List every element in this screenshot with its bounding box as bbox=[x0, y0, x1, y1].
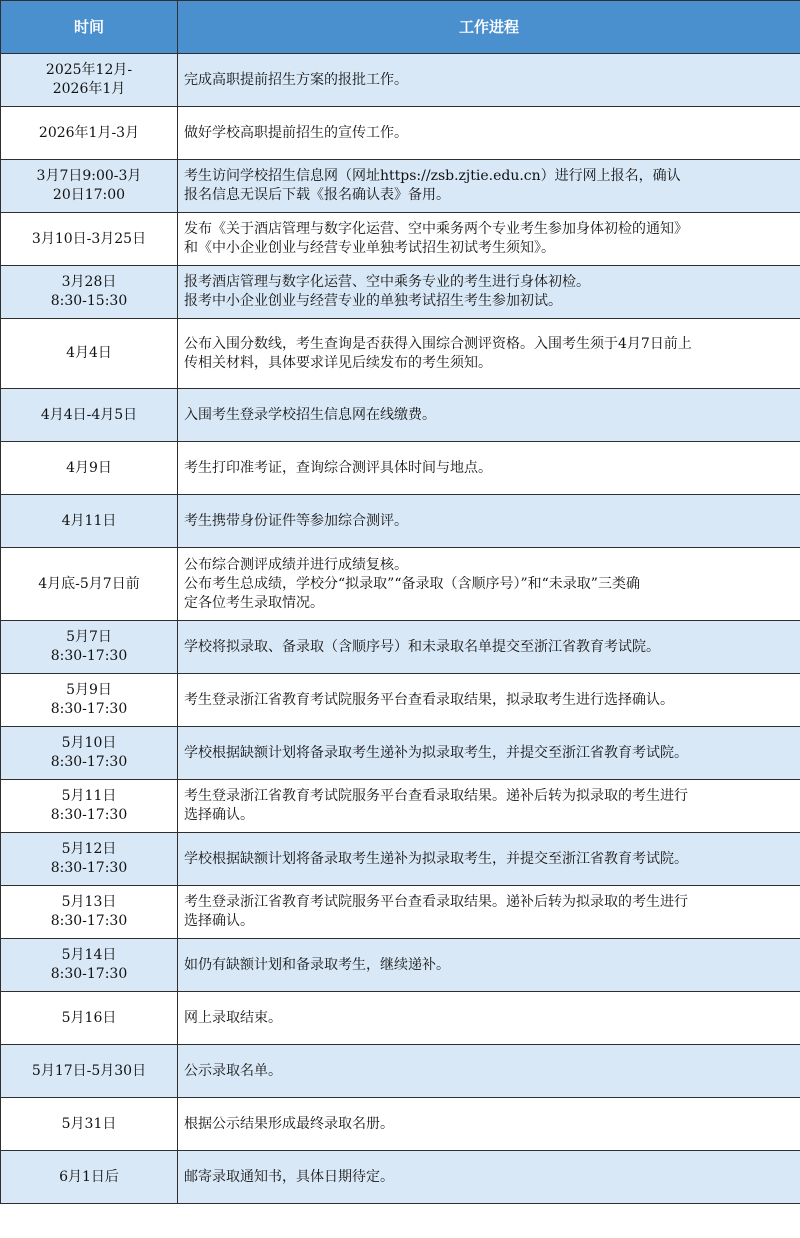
table-row bbox=[1, 833, 800, 886]
time-cell: 4月底-5月7日前 bbox=[1, 548, 178, 621]
task-cell: 做好学校高职提前招生的宣传工作。 bbox=[178, 107, 800, 160]
time-cell: 2025年12月- 2026年1月 bbox=[1, 54, 178, 107]
task-cell: 公示录取名单。 bbox=[178, 1045, 800, 1098]
task-cell: 考生打印准考证，查询综合测评具体时间与地点。 bbox=[178, 442, 800, 495]
time-column-header: 时间 bbox=[1, 1, 178, 54]
table-row bbox=[1, 727, 800, 780]
time-cell: 5月9日 8:30-17:30 bbox=[1, 674, 178, 727]
time-cell: 5月10日 8:30-17:30 bbox=[1, 727, 178, 780]
time-cell: 5月31日 bbox=[1, 1098, 178, 1151]
table-row bbox=[1, 548, 800, 621]
time-cell: 5月7日 8:30-17:30 bbox=[1, 621, 178, 674]
time-cell: 2026年1月-3月 bbox=[1, 107, 178, 160]
table-row bbox=[1, 1045, 800, 1098]
time-cell: 3月7日9:00-3月 20日17:00 bbox=[1, 160, 178, 213]
task-cell: 学校根据缺额计划将备录取考生递补为拟录取考生，并提交至浙江省教育考试院。 bbox=[178, 833, 800, 886]
schedule-body bbox=[1, 54, 800, 1204]
table-row bbox=[1, 266, 800, 319]
time-cell: 5月17日-5月30日 bbox=[1, 1045, 178, 1098]
table-row bbox=[1, 107, 800, 160]
time-cell: 5月14日 8:30-17:30 bbox=[1, 939, 178, 992]
table-row bbox=[1, 160, 800, 213]
task-cell: 发布《关于酒店管理与数字化运营、空中乘务两个专业考生参加身体初检的通知》 和《中小企业创业与经营专业单独考试招生初试考生须知》。 bbox=[178, 213, 800, 266]
time-cell: 4月11日 bbox=[1, 495, 178, 548]
time-cell: 6月1日后 bbox=[1, 1151, 178, 1204]
task-cell: 考生登录浙江省教育考试院服务平台查看录取结果，拟录取考生进行选择确认。 bbox=[178, 674, 800, 727]
task-cell: 入围考生登录学校招生信息网在线缴费。 bbox=[178, 389, 800, 442]
table-row bbox=[1, 1151, 800, 1204]
time-cell: 5月12日 8:30-17:30 bbox=[1, 833, 178, 886]
task-cell: 公布综合测评成绩并进行成绩复核。 公布考生总成绩，学校分“拟录取”“备录取（含顺序号）”和“未录取”三类确 定各位考生录取情况。 bbox=[178, 548, 800, 621]
task-cell: 学校将拟录取、备录取（含顺序号）和未录取名单提交至浙江省教育考试院。 bbox=[178, 621, 800, 674]
table-row bbox=[1, 621, 800, 674]
table-row bbox=[1, 54, 800, 107]
task-cell: 报考酒店管理与数字化运营、空中乘务专业的考生进行身体初检。 报考中小企业创业与经营专业的单独考试招生考生参加初试。 bbox=[178, 266, 800, 319]
table-row bbox=[1, 1098, 800, 1151]
table-row bbox=[1, 495, 800, 548]
task-cell: 邮寄录取通知书，具体日期待定。 bbox=[178, 1151, 800, 1204]
task-cell: 考生登录浙江省教育考试院服务平台查看录取结果。递补后转为拟录取的考生进行 选择确认。 bbox=[178, 886, 800, 939]
task-cell: 根据公示结果形成最终录取名册。 bbox=[178, 1098, 800, 1151]
task-cell: 如仍有缺额计划和备录取考生，继续递补。 bbox=[178, 939, 800, 992]
task-cell: 考生访问学校招生信息网（网址https://zsb.zjtie.edu.cn）进行网上报名，确认 报名信息无误后下载《报名确认表》备用。 bbox=[178, 160, 800, 213]
time-cell: 4月9日 bbox=[1, 442, 178, 495]
task-cell: 网上录取结束。 bbox=[178, 992, 800, 1045]
table-row bbox=[1, 442, 800, 495]
time-cell: 5月11日 8:30-17:30 bbox=[1, 780, 178, 833]
table-row bbox=[1, 992, 800, 1045]
task-cell: 考生登录浙江省教育考试院服务平台查看录取结果。递补后转为拟录取的考生进行 选择确认。 bbox=[178, 780, 800, 833]
time-cell: 5月13日 8:30-17:30 bbox=[1, 886, 178, 939]
time-cell: 3月10日-3月25日 bbox=[1, 213, 178, 266]
time-cell: 3月28日 8:30-15:30 bbox=[1, 266, 178, 319]
table-row bbox=[1, 780, 800, 833]
task-cell: 公布入围分数线，考生查询是否获得入围综合测评资格。入围考生须于4月7日前上 传相关材料，具体要求详见后续发布的考生须知。 bbox=[178, 319, 800, 389]
table-row bbox=[1, 886, 800, 939]
time-cell: 5月16日 bbox=[1, 992, 178, 1045]
header-row bbox=[1, 1, 800, 54]
table-row bbox=[1, 213, 800, 266]
table-row bbox=[1, 319, 800, 389]
task-cell: 学校根据缺额计划将备录取考生递补为拟录取考生，并提交至浙江省教育考试院。 bbox=[178, 727, 800, 780]
task-column-header: 工作进程 bbox=[178, 1, 800, 54]
table-row bbox=[1, 674, 800, 727]
time-cell: 4月4日 bbox=[1, 319, 178, 389]
time-cell: 4月4日-4月5日 bbox=[1, 389, 178, 442]
task-cell: 考生携带身份证件等参加综合测评。 bbox=[178, 495, 800, 548]
task-cell: 完成高职提前招生方案的报批工作。 bbox=[178, 54, 800, 107]
table-row bbox=[1, 389, 800, 442]
table-row bbox=[1, 939, 800, 992]
